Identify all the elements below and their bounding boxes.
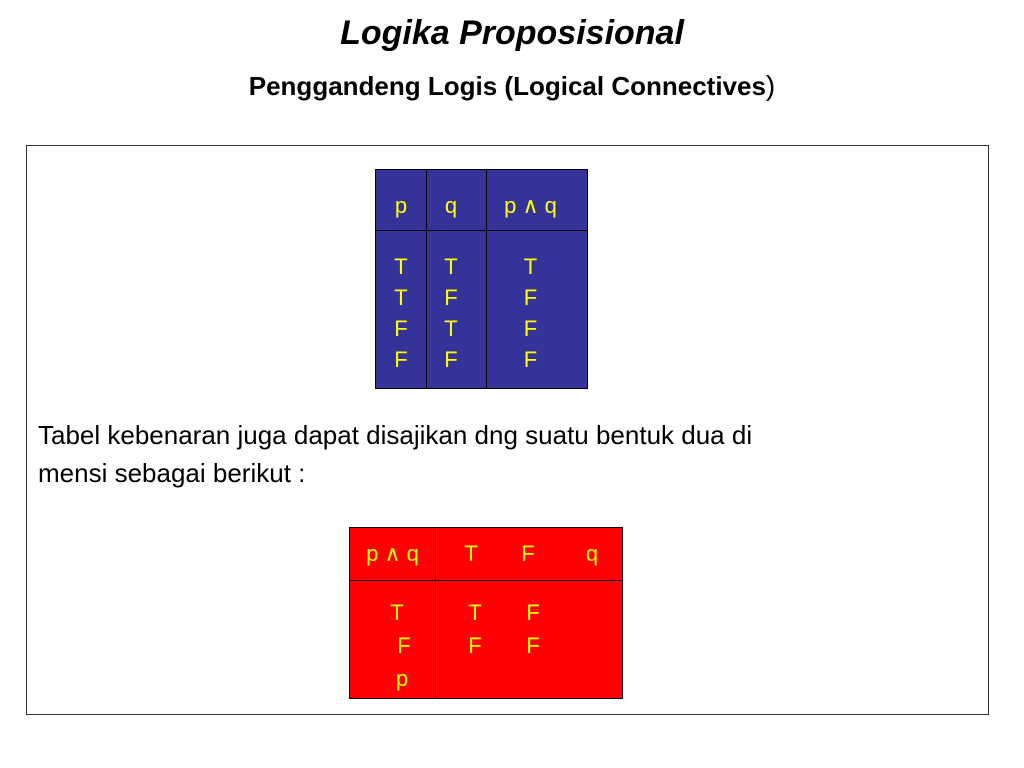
table-cell: F [523,285,538,310]
column-p [376,251,426,375]
table-cell: T [394,285,408,310]
matrix-cell: F [526,600,540,625]
row-axis-label: p [395,666,409,691]
table-cell: F [523,316,538,341]
table-divider [435,528,436,698]
subtitle-text: Penggandeng Logis (Logical Connectives [248,71,766,101]
table-cell: F [444,347,458,372]
subtitle-close-paren: ) [765,70,776,101]
table-cell: T [394,254,408,279]
table-cell: F [394,347,408,372]
header-p-and-q: p ∧ q [504,193,557,218]
col-header-f: F [521,541,535,566]
column-p-and-q [488,251,573,375]
body-paragraph [38,416,988,492]
matrix-cell: F [468,633,482,658]
header-p: p [394,193,408,218]
table-cell: F [444,285,458,310]
table-cell: F [394,316,408,341]
matrix-table [349,527,623,699]
corner-header: p ∧ q [366,541,419,566]
table-cell: F [523,347,538,372]
slide-title: Logika Proposisional [340,14,684,52]
row-header-f: F [397,633,411,658]
table-cell: T [444,254,458,279]
truth-table [375,169,588,389]
col-header-t: T [464,541,478,566]
col-axis-label: q [585,541,599,566]
table-cell: T [523,254,538,279]
slide-subtitle [0,70,1024,102]
row-header-t: T [390,600,404,625]
table-cell: T [444,316,458,341]
body-line: Tabel kebenaran juga dapat disajikan dng suatu bentuk dua di [38,420,753,450]
table-divider [350,580,622,581]
matrix-cell: F [526,633,540,658]
column-q [426,251,476,375]
matrix-cell: T [468,600,482,625]
header-q: q [444,193,458,218]
table-divider [376,230,587,231]
body-line: mensi sebagai berikut : [38,458,306,488]
table-divider [486,170,487,388]
